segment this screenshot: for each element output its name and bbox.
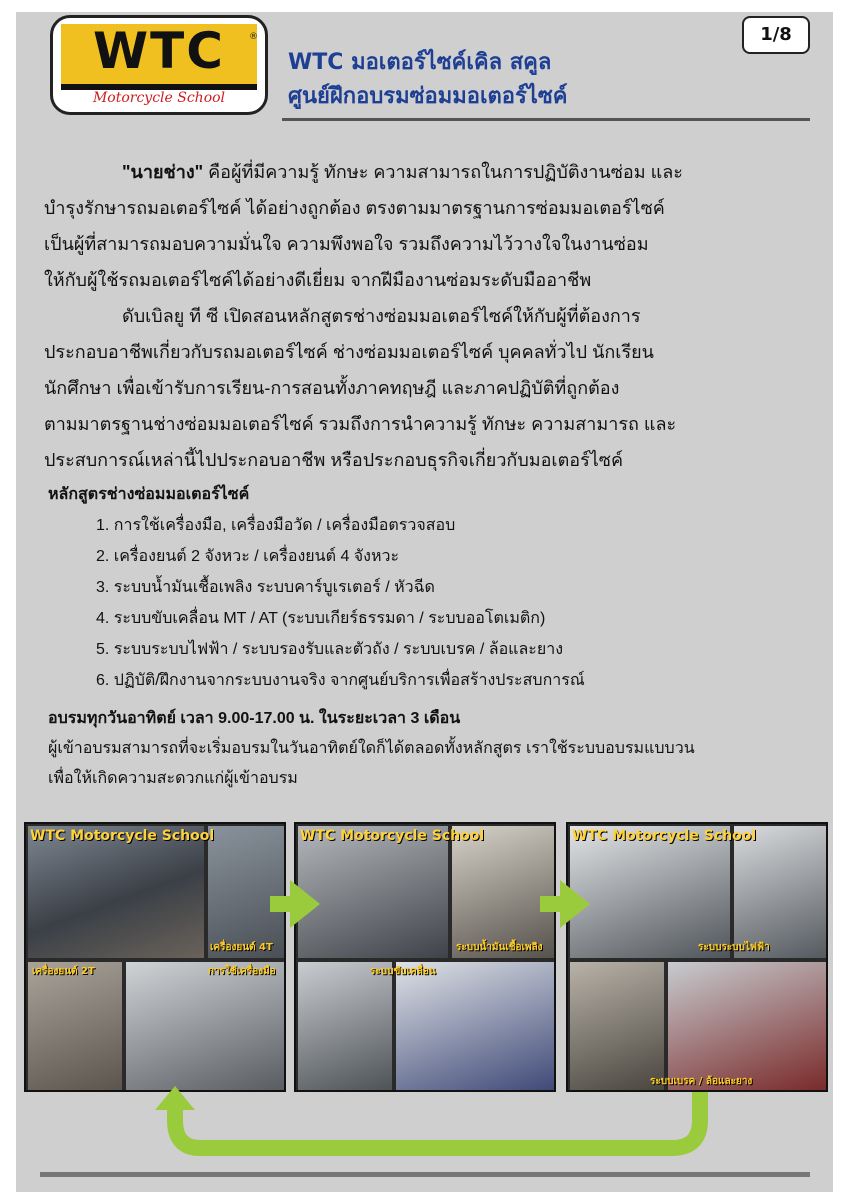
enrollment-note-line1: ผู้เข้าอบรมสามารถที่จะเริ่มอบรมในวันอาทิตย์ใดก็ได้ตลอดทั้งหลักสูตร เราใช้ระบบอบรมแบบวน [48,740,695,757]
logo-subtitle: Motorcycle School [92,90,226,106]
wtc-logo [50,15,268,115]
intro-p2-line5: ประสบการณ์เหล่านี้ไปประกอบอาชีพ หรือประกอบธุรกิจเกี่ยวกับมอเตอร์ไซค์ [44,450,624,470]
intro-text [44,154,814,478]
photo-brake-1 [570,962,664,1090]
header-divider [282,118,810,121]
intro-term: "นายช่าง" [122,162,204,182]
header-title-line2: ศูนย์ฝึกอบรมซ่อมมอเตอร์ไซค์ [288,84,568,109]
page-number-badge: 1/8 [742,16,810,54]
panel-1-caption-2: เครื่องยนต์ 2T [32,966,95,977]
photo-engine-4t [28,826,204,958]
arrow-1-stem [270,896,292,912]
course-item-3: 3. ระบบน้ำมันเชื้อเพลิง ระบบคาร์บูเรเตอร์ / หัวฉีด [96,579,435,596]
logo-text: WTC [93,22,225,80]
photo-fuel-2 [452,826,554,958]
photo-engine-2t [28,962,122,1090]
photo-electrical-2 [734,826,826,958]
course-list [96,510,585,696]
schedule-text: อบรมทุกวันอาทิตย์ เวลา 9.00-17.00 น. ในระยะเวลา 3 เดือน [48,710,461,727]
arrow-right-icon [560,880,590,928]
course-item-5: 5. ระบบระบบไฟฟ้า / ระบบรองรับและตัวถัง / ระบบเบรค / ล้อและยาง [96,641,564,658]
course-item-1: 1. การใช้เครื่องมือ, เครื่องมือวัด / เครื่องมือตรวจสอบ [96,517,456,534]
photo-drive-2 [396,962,554,1090]
photo-panel-2 [294,822,556,1092]
intro-p2-line3: นักศึกษา เพื่อเข้ารับการเรียน-การสอนทั้งภาคทฤษฎี และภาคปฏิบัติที่ถูกต้อง [44,378,620,398]
photo-fuel-1 [298,826,448,958]
enrollment-note-line2: เพื่อให้เกิดความสะดวกแก่ผู้เข้าอบรม [48,770,298,787]
registered-mark: ® [249,32,258,42]
arrow-2-stem [540,896,562,912]
header-title-line1: WTC มอเตอร์ไซค์เคิล สคูล [288,50,552,75]
panel-1-school-label: WTC Motorcycle School [30,828,215,844]
intro-p1-line4: ให้กับผู้ใช้รถมอเตอร์ไซค์ได้อย่างดีเยี่ยม จากฝีมืองานซ่อมระดับมืออาชีพ [44,270,592,290]
course-item-6: 6. ปฏิบัติ/ฝึกงานจากระบบงานจริง จากศูนย์บริการเพื่อสร้างประสบการณ์ [96,672,585,689]
photo-drive-1 [298,962,392,1090]
photo-electrical-1 [570,826,730,958]
photo-panel-1 [24,822,286,1092]
footer-divider [40,1172,810,1177]
panel-3-caption-2: ระบบเบรค / ล้อและยาง [650,1076,753,1087]
intro-p2-line4: ตามมาตรฐานช่างซ่อมมอเตอร์ไซค์ รวมถึงการนำความรู้ ทักษะ ความสามารถ และ [44,414,677,434]
panel-3-school-label: WTC Motorcycle School [572,828,757,844]
course-item-4: 4. ระบบขับเคลื่อน MT / AT (ระบบเกียร์ธรรมดา / ระบบออโตเมติก) [96,610,546,627]
intro-p1-line3: เป็นผู้ที่สามารถมอบความมั่นใจ ความพึงพอใจ รวมถึงความไว้วางใจในงานซ่อม [44,234,649,254]
intro-p1-line1 [44,154,814,190]
panel-2-school-label: WTC Motorcycle School [300,828,485,844]
intro-p1-line1-text: คือผู้ที่มีความรู้ ทักษะ ความสามารถในการปฏิบัติงานซ่อม และ [203,162,683,182]
panel-2-caption-2: ระบบขับเคลื่อน [370,966,436,977]
panel-3-caption-1: ระบบระบบไฟฟ้า [698,942,770,953]
photo-tools [126,962,284,1090]
intro-p2-line1: ดับเบิลยู ที ซี เปิดสอนหลักสูตรช่างซ่อมมอเตอร์ไซค์ให้กับผู้ที่ต้องการ [122,306,641,326]
photo-engine-4t-2 [208,826,284,958]
course-heading: หลักสูตรช่างซ่อมมอเตอร์ไซค์ [48,486,250,503]
intro-p2-line2: ประกอบอาชีพเกี่ยวกับรถมอเตอร์ไซค์ ช่างซ่อมมอเตอร์ไซค์ บุคคลทั่วไป นักเรียน [44,342,654,362]
header-title [288,46,568,114]
course-item-2: 2. เครื่องยนต์ 2 จังหวะ / เครื่องยนต์ 4 จังหวะ [96,548,400,565]
photo-panel-3 [566,822,828,1092]
intro-p1-line2: บำรุงรักษารถมอเตอร์ไซค์ ได้อย่างถูกต้อง ตรงตามมาตรฐานการซ่อมมอเตอร์ไซค์ [44,198,665,218]
arrow-right-icon [290,880,320,928]
panel-1-caption-1: เครื่องยนต์ 4T [210,942,273,953]
panel-2-caption-1: ระบบน้ำมันเชื้อเพลิง [456,942,543,953]
photo-brake-2 [668,962,826,1090]
panel-1-caption-3: การใช้เครื่องมือ [208,966,276,977]
enrollment-note [48,734,818,794]
